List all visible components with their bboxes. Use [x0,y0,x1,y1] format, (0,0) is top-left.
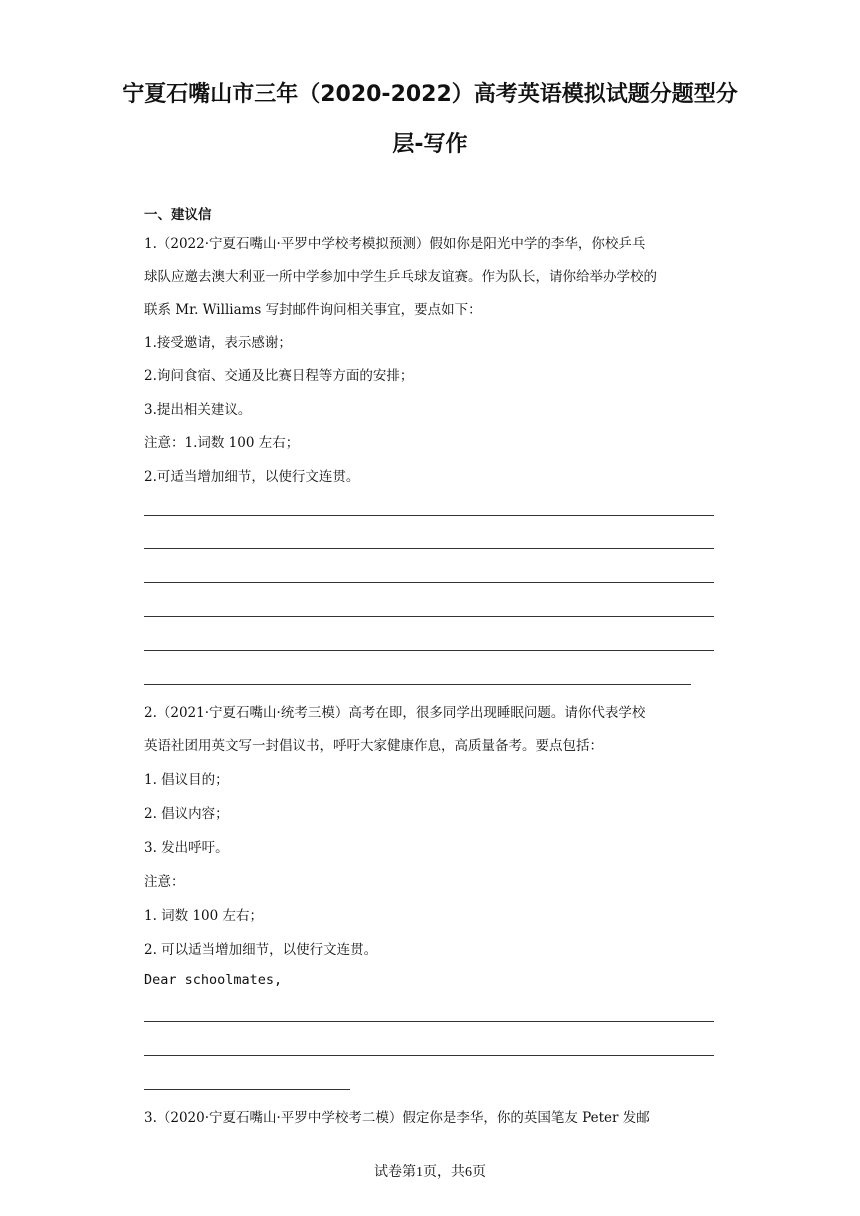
answer-line[interactable] [144,582,714,583]
q2-line: 3. 发出呼吁。 [144,840,229,856]
q1-line: 2.可适当增加细节，以使行文连贯。 [144,469,360,485]
q2-line: 1. 倡议目的； [144,772,229,788]
q2-line: 注意： [144,874,185,890]
answer-line[interactable] [144,515,714,516]
q3-line: 3.（2020·宁夏石嘴山·平罗中学校考二模）假定你是李华，你的英国笔友 Peter 发邮 [144,1110,650,1126]
q2-line: 2.（2021·宁夏石嘴山·统考三模）高考在即，很多同学出现睡眠问题。请你代表学校 [144,705,646,721]
q1-line: 2.询问食宿、交通及比赛日程等方面的安排； [144,368,414,384]
q1-line: 注意：1.词数 100 左右； [144,435,300,451]
q1-line: 球队应邀去澳大利亚一所中学参加中学生乒乓球友谊赛。作为队长，请你给举办学校的 [144,269,657,285]
answer-line[interactable] [144,1055,714,1056]
q1-line: 3.提出相关建议。 [144,402,252,418]
section-heading: 一、建议信 [144,207,212,223]
q1-line: 联系 Mr. Williams 写封邮件询问相关事宜，要点如下： [144,302,482,318]
title-line-1: 宁夏石嘴山市三年（2020-2022）高考英语模拟试题分题型分 [122,82,738,107]
q1-line: 1.接受邀请，表示感谢； [144,335,292,351]
q2-line: 1. 词数 100 左右； [144,908,264,924]
q2-line: 英语社团用英文写一封倡议书，呼吁大家健康作息，高质量备考。要点包括： [144,738,603,754]
q2-line: 2. 倡议内容； [144,806,229,822]
answer-line[interactable] [144,1021,714,1022]
q2-greeting: Dear schoolmates, [144,972,283,988]
title-line-2: 层-写作 [392,132,468,157]
answer-line[interactable] [144,548,714,549]
q1-line: 1.（2022·宁夏石嘴山·平罗中学校考模拟预测）假如你是阳光中学的李华，你校乒乓 [144,236,646,252]
page-footer: 试卷第1页，共6页 [374,1165,486,1180]
answer-line[interactable] [144,650,714,651]
page-title [90,70,770,170]
answer-line[interactable] [144,1089,350,1090]
answer-line[interactable] [144,684,691,685]
q2-line: 2. 可以适当增加细节，以使行文连贯。 [144,942,378,958]
answer-line[interactable] [144,616,714,617]
